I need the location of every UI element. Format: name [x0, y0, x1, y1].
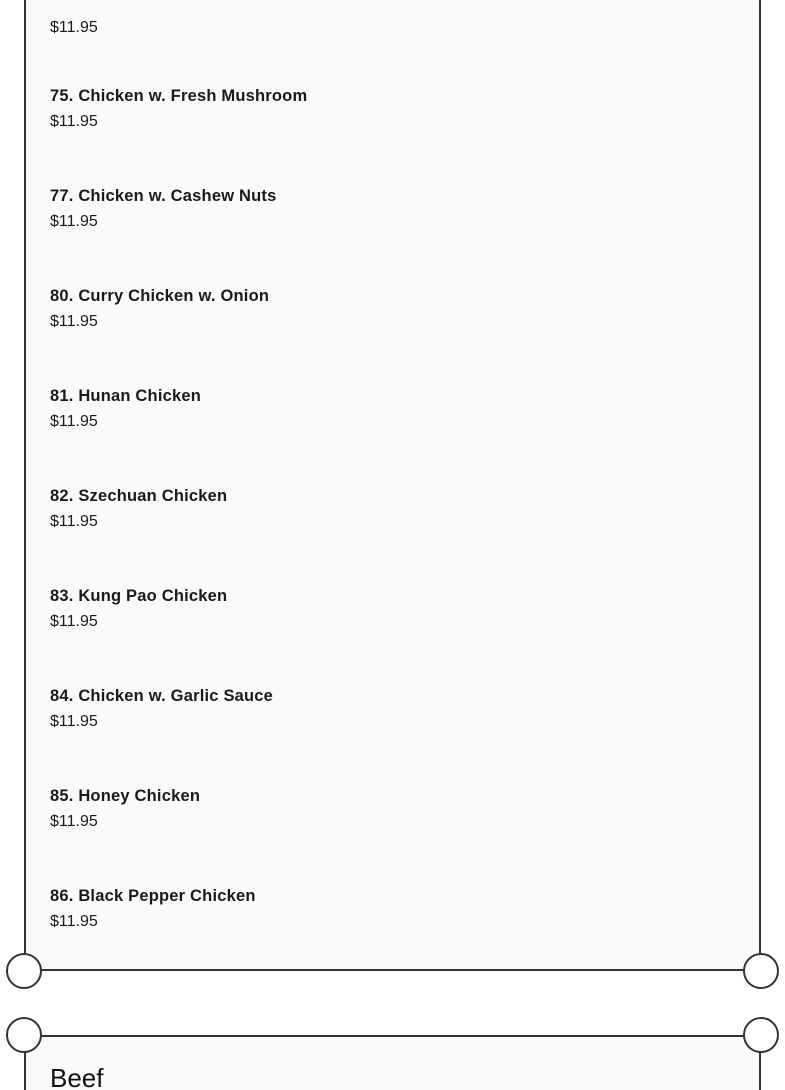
menu-item-price: $11.95	[50, 813, 98, 830]
card-corner-decoration	[6, 953, 42, 989]
section-title: Beef	[50, 1063, 104, 1090]
menu-item	[50, 186, 277, 232]
menu-item-price: $11.95	[50, 513, 98, 530]
card-corner-decoration	[6, 1017, 42, 1053]
menu-item-name: 83. Kung Pao Chicken	[50, 587, 228, 605]
menu-item	[50, 486, 227, 532]
chicken-menu-card	[24, 0, 761, 971]
menu-item	[50, 886, 256, 932]
menu-item-name: 81. Hunan Chicken	[50, 387, 202, 405]
menu-item-name: 75. Chicken w. Fresh Mushroom	[50, 87, 308, 105]
menu-item	[50, 18, 98, 38]
menu-item-price: $11.95	[50, 313, 98, 330]
card-corner-decoration	[743, 953, 779, 989]
menu-item-price: $11.95	[50, 713, 98, 730]
menu-item-price: $11.95	[50, 213, 98, 230]
menu-item-price: $11.95	[50, 413, 98, 430]
menu-item	[50, 786, 200, 832]
menu-item-name: 80. Curry Chicken w. Onion	[50, 287, 270, 305]
menu-item-price: $11.95	[50, 913, 98, 930]
menu-item	[50, 286, 269, 332]
menu-item	[50, 686, 273, 732]
menu-item-name: 86. Black Pepper Chicken	[50, 887, 256, 905]
menu-item-price: $11.95	[50, 613, 98, 630]
menu-item-name: 84. Chicken w. Garlic Sauce	[50, 687, 274, 705]
menu-item	[50, 86, 307, 132]
menu-item	[50, 386, 201, 432]
beef-menu-card	[24, 1035, 761, 1090]
menu-item-name: 77. Chicken w. Cashew Nuts	[50, 187, 277, 205]
menu-item-name: 85. Honey Chicken	[50, 787, 201, 805]
menu-item	[50, 586, 227, 632]
menu-item-price: $11.95	[50, 19, 98, 36]
menu-item-price: $11.95	[50, 113, 98, 130]
card-corner-decoration	[743, 1017, 779, 1053]
menu-item-name: 82. Szechuan Chicken	[50, 487, 228, 505]
